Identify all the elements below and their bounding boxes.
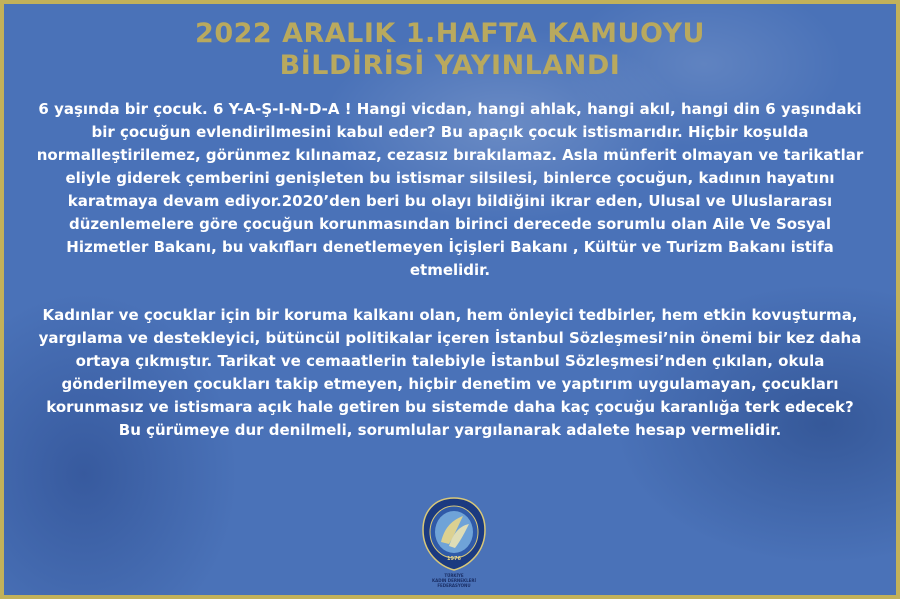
announcement-title: [4, 18, 896, 82]
logo-caption-line-1: TÜRKİYE: [444, 573, 464, 578]
logo-caption: [399, 573, 509, 588]
announcement-body: [34, 98, 866, 442]
paragraph-1: 6 yaşında bir çocuk. 6 Y-A-Ş-I-N-D-A ! Hangi vicdan, hangi ahlak, hangi akıl, hangi din 6 yaşındaki bir çocuğun evlendirilmesini kabul eder? Bu apaçık çocuk istismarıdır. Hiçbir koşulda normalleştirilemez, görünmez kılınamaz, cezasız bırakılamaz. Asla münferit olmayan ve tarikatlar eliyle giderek çemberini genişleten bu istismar silsilesi, binlerce çocuğun, kadının hayatını karatmaya devam ediyor.2020’den beri bu olayı bildiğini ikrar eden, Ulusal ve Uluslararası düzenlemelere göre çocuğun korunmasından birinci derecede sorumlu olan Aile Ve Sosyal Hizmetler Bakanı, bu vakıfları denetlemeyen İçişleri Bakanı , Kültür ve Turizm Bakanı istifa etmelidir.: [36, 100, 864, 279]
title-line-1: 2022 ARALIK 1.HAFTA KAMUOYU: [195, 18, 705, 49]
logo-year: 1976: [447, 556, 461, 562]
paragraph-2: Kadınlar ve çocuklar için bir koruma kalkanı olan, hem önleyici tedbirler, hem etkin kovuşturma, yargılama ve destekleyici, bütüncül politikalar içeren İstanbul Sözleşmesi’nin önemi bir kez daha ortaya çıkmıştır. Tarikat ve cemaatlerin talebiyle İstanbul Sözleşmesi’nden çıkılan, okula gönderilmeyen çocukları takip etmeyen, hiçbir denetim ve yaptırım uygulamayan, çocukları korunmasız ve istismara açık hale getiren bu sistemde daha kaç çocuğu karanlığa terk edecek? Bu çürümeye dur denilmeli, sorumlular yargılanarak adalete hesap vermelidir.: [38, 306, 862, 439]
logo-caption-line-3: FEDERASYONU: [437, 583, 471, 588]
logo-caption-line-2: KADIN DERNEKLERİ: [432, 578, 476, 583]
title-line-2: BİLDİRİSİ YAYINLANDI: [279, 50, 621, 81]
